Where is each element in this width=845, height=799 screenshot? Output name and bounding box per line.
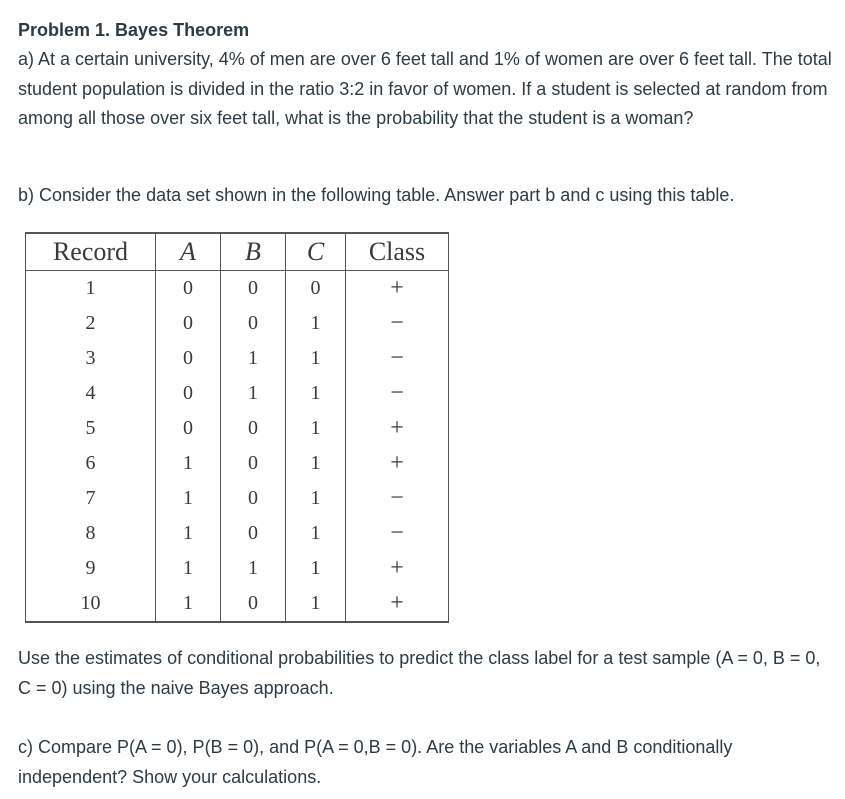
part-c-text: c) Compare P(A = 0), P(B = 0), and P(A = 0,B = 0). Are the variables A and B conditionally independent? Show your calculations. [18,737,733,787]
cell-class: + [346,551,449,586]
cell-a: 1 [156,446,221,481]
table-row [26,551,449,586]
cell-c: 1 [286,376,346,411]
cell-c: 1 [286,586,346,622]
cell-record: 9 [26,551,156,586]
cell-record: 6 [26,446,156,481]
cell-class: − [346,341,449,376]
header-b: B [221,233,286,271]
cell-record: 1 [26,271,156,307]
table-row [26,411,449,446]
cell-class: + [346,446,449,481]
header-record: Record [26,233,156,271]
header-class: Class [346,233,449,271]
table-row [26,376,449,411]
cell-c: 1 [286,446,346,481]
data-table-container [25,232,448,622]
cell-a: 0 [156,411,221,446]
cell-class: + [346,586,449,622]
cell-record: 3 [26,341,156,376]
table-row [26,271,449,307]
table-header-row [26,233,449,271]
cell-record: 8 [26,516,156,551]
cell-a: 1 [156,551,221,586]
naive-bayes-question: Use the estimates of conditional probabilities to predict the class label for a test sample (A = 0, B = 0, C = 0) using the naive Bayes approach. [18,648,821,698]
cell-record: 5 [26,411,156,446]
cell-b: 1 [221,376,286,411]
table-row [26,446,449,481]
cell-b: 0 [221,306,286,341]
cell-a: 1 [156,516,221,551]
table-row [26,586,449,622]
cell-c: 1 [286,411,346,446]
header-a: A [156,233,221,271]
cell-b: 0 [221,446,286,481]
cell-record: 2 [26,306,156,341]
table-body [26,271,449,623]
cell-class: − [346,481,449,516]
cell-c: 1 [286,341,346,376]
table-row [26,341,449,376]
cell-b: 0 [221,516,286,551]
cell-class: + [346,411,449,446]
cell-record: 10 [26,586,156,622]
cell-a: 0 [156,376,221,411]
problem-title: Problem 1. Bayes Theorem [18,20,250,40]
cell-c: 0 [286,271,346,307]
cell-b: 0 [221,411,286,446]
cell-class: − [346,516,449,551]
cell-c: 1 [286,551,346,586]
table-row [26,481,449,516]
cell-b: 0 [221,586,286,622]
cell-b: 1 [221,341,286,376]
cell-c: 1 [286,516,346,551]
table-row [26,306,449,341]
cell-b: 0 [221,481,286,516]
cell-a: 0 [156,306,221,341]
cell-a: 1 [156,481,221,516]
part-a-text: a) At a certain university, 4% of men are over 6 feet tall and 1% of women are over 6 feet tall. The total student population is divided in the ratio 3:2 in favor of women. If a student is selected at random from among all those over six feet tall, what is the probability that the student is a woman? [18,49,832,128]
cell-c: 1 [286,481,346,516]
cell-class: + [346,271,449,307]
cell-record: 7 [26,481,156,516]
cell-record: 4 [26,376,156,411]
cell-a: 0 [156,271,221,307]
data-table [25,232,449,623]
cell-c: 1 [286,306,346,341]
header-c: C [286,233,346,271]
part-b-text: b) Consider the data set shown in the following table. Answer part b and c using this table. [18,185,735,205]
cell-b: 1 [221,551,286,586]
cell-a: 0 [156,341,221,376]
cell-class: − [346,306,449,341]
cell-a: 1 [156,586,221,622]
table-row [26,516,449,551]
cell-class: − [346,376,449,411]
cell-b: 0 [221,271,286,307]
